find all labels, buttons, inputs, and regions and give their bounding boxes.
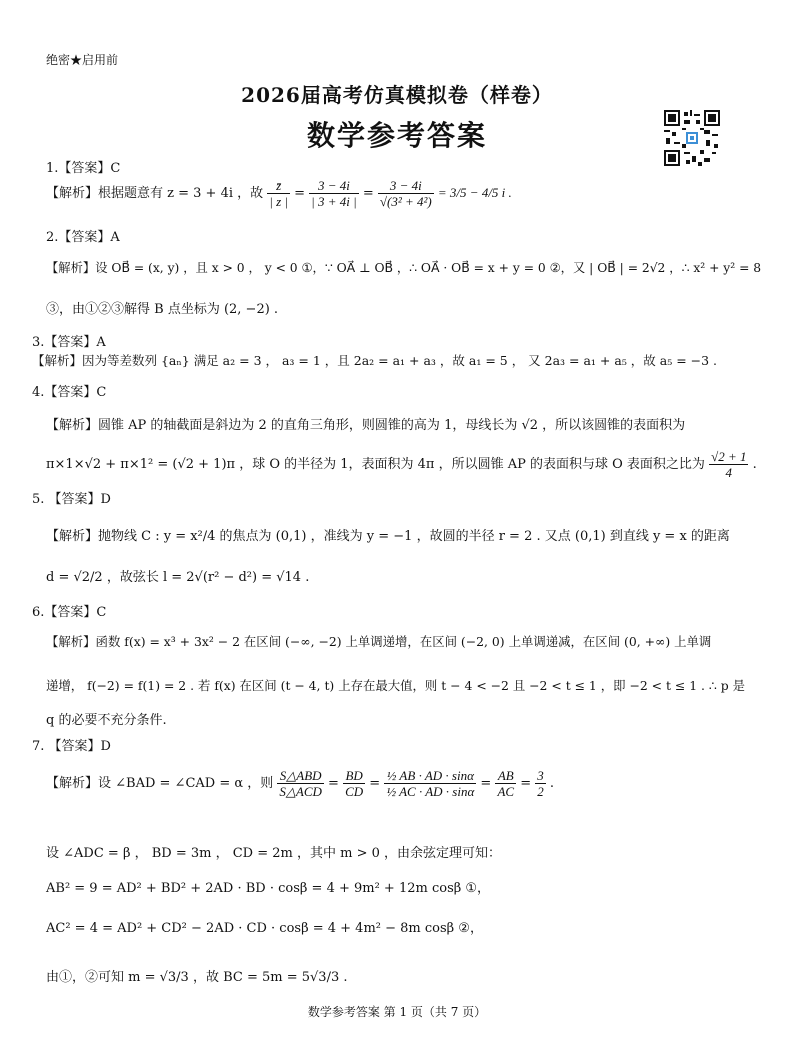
fraction: $\frac{BD}{CD}$ bbox=[345, 768, 364, 799]
answer-6: 6.【答案】C bbox=[32, 605, 107, 620]
answer-4: 4.【答案】C bbox=[32, 385, 107, 400]
explanation-6-line3: q 的必要不充分条件. bbox=[46, 713, 167, 728]
explanation-1: 【解析】根据题意有 z = 3 + 4i ，故 $\frac{z̄}{| z |}$ = $\frac{3 - 4i}{| 3 + 4i |}$ = $\frac{3 - 4i}{\text{√(3² + 4²)}}$ = 3/5 − 4/5 i . bbox=[46, 178, 512, 209]
explanation-4-line2: π×1×√2 + π×1² = (√2 + 1)π ，球 O 的半径为 1，表面积为 4π ，所以圆锥 AP 的表面积与球 O 表面积之比为 $\frac{√2 + 1}{4}$ . bbox=[46, 449, 757, 480]
page-footer: 数学参考答案 第 1 页（共 7 页） bbox=[307, 1005, 487, 1019]
explanation-7-line4: AC² = 4 = AD² + CD² − 2AD · CD · cosβ = 4 + 4m² − 8m cosβ ②， bbox=[46, 921, 483, 936]
answer-5: 5. 【答案】D bbox=[32, 492, 111, 507]
explanation-3: 【解析】因为等差数列 {aₙ} 满足 a₂ = 3 ， a₃ = 1 ，且 2a₂ = a₁ + a₃ ，故 a₁ = 5 ， 又 2a₃ = a₁ + a₅ ，故 a₅ = −3 . bbox=[32, 353, 718, 368]
fraction: $\frac{3 - 4i}{\text{√(3² + 4²)}}$ bbox=[379, 178, 432, 209]
explanation-7-line3: AB² = 9 = AD² + BD² + 2AD · BD · cosβ = 4 + 9m² + 12m cosβ ①， bbox=[46, 881, 491, 896]
fraction: $\frac{3 - 4i}{| 3 + 4i |}$ bbox=[311, 178, 357, 209]
explanation-6-line2: 递增， f(−2) = f(1) = 2 . 若 f(x) 在区间 (t − 4, t) 上存在最大值，则 t − 4 < −2 且 −2 < t ≤ 1 ，即 −2 < t ≤ 1 . ∴ p 是 bbox=[46, 678, 746, 693]
secret-mark: 绝密★启用前 bbox=[46, 53, 119, 67]
explanation-7-line1: 【解析】设 ∠BAD = ∠CAD = α ，则 $\frac{\text{S△ABD}}{\text{S△ACD}}$ = $\frac{BD}{CD}$ = $\frac{\text{½ AB · AD · sinα}}{\text{½ AC · AD · sinα}}$ = $\frac{AB}{AC}$ = $\frac{3}{2}$ . bbox=[46, 768, 555, 799]
answer-2: 2.【答案】A bbox=[46, 230, 120, 245]
answer-7: 7. 【答案】D bbox=[32, 739, 111, 754]
answer-3: 3.【答案】A bbox=[32, 335, 106, 350]
explanation-2-line1: 【解析】设 OB⃗ = (x, y) ，且 x > 0 ， y < 0 ①，∵ OA⃗ ⊥ OB⃗ ，∴ OA⃗ · OB⃗ = x + y = 0 ②，又 | OB⃗ | = 2√2 ，∴ x² + y² = 8 bbox=[46, 261, 762, 275]
fraction: $\frac{3}{2}$ bbox=[537, 768, 544, 799]
explanation-7-line5: 由①，②可知 m = √3/3 ，故 BC = 5m = 5√3/3 . bbox=[46, 970, 348, 985]
page-title: 数学参考答案 bbox=[306, 119, 487, 152]
explanation-4-line1: 【解析】圆锥 AP 的轴截面是斜边为 2 的直角三角形，则圆锥的高为 1，母线长为 √2 ，所以该圆锥的表面积为 bbox=[46, 418, 686, 433]
fraction: $\frac{\text{½ AB · AD · sinα}}{\text{½ AC · AD · sinα}}$ bbox=[386, 768, 475, 799]
explanation-6-line1: 【解析】函数 f(x) = x³ + 3x² − 2 在区间 (−∞, −2) 上单调递增，在区间 (−2, 0) 上单调递减，在区间 (0, +∞) 上单调 bbox=[46, 634, 712, 649]
fraction: $\frac{√2 + 1}{4}$ bbox=[711, 449, 747, 480]
answer-1: 1.【答案】C bbox=[46, 161, 121, 176]
exam-title: 2026届高考仿真模拟卷（样卷） bbox=[241, 83, 553, 107]
fraction: $\frac{\text{S△ABD}}{\text{S△ACD}}$ bbox=[279, 768, 322, 799]
fraction: $\frac{AB}{AC}$ bbox=[497, 768, 515, 799]
explanation-5-line1: 【解析】抛物线 C : y = x²/4 的焦点为 (0,1) ，准线为 y = −1 ，故圆的半径 r = 2 . 又点 (0,1) 到直线 y = x 的距离 bbox=[46, 529, 730, 544]
explanation-2-line2: ③，由①②③解得 B 点坐标为 (2, −2) . bbox=[46, 302, 279, 317]
explanation-7-line2: 设 ∠ADC = β ， BD = 3m ， CD = 2m ，其中 m > 0 ，由余弦定理可知： bbox=[46, 846, 501, 861]
explanation-5-line2: d = √2/2 ，故弦长 l = 2√(r² − d²) = √14 . bbox=[46, 570, 310, 585]
fraction: $\frac{z̄}{| z |}$ bbox=[269, 178, 288, 209]
qr-code-icon bbox=[664, 110, 720, 166]
